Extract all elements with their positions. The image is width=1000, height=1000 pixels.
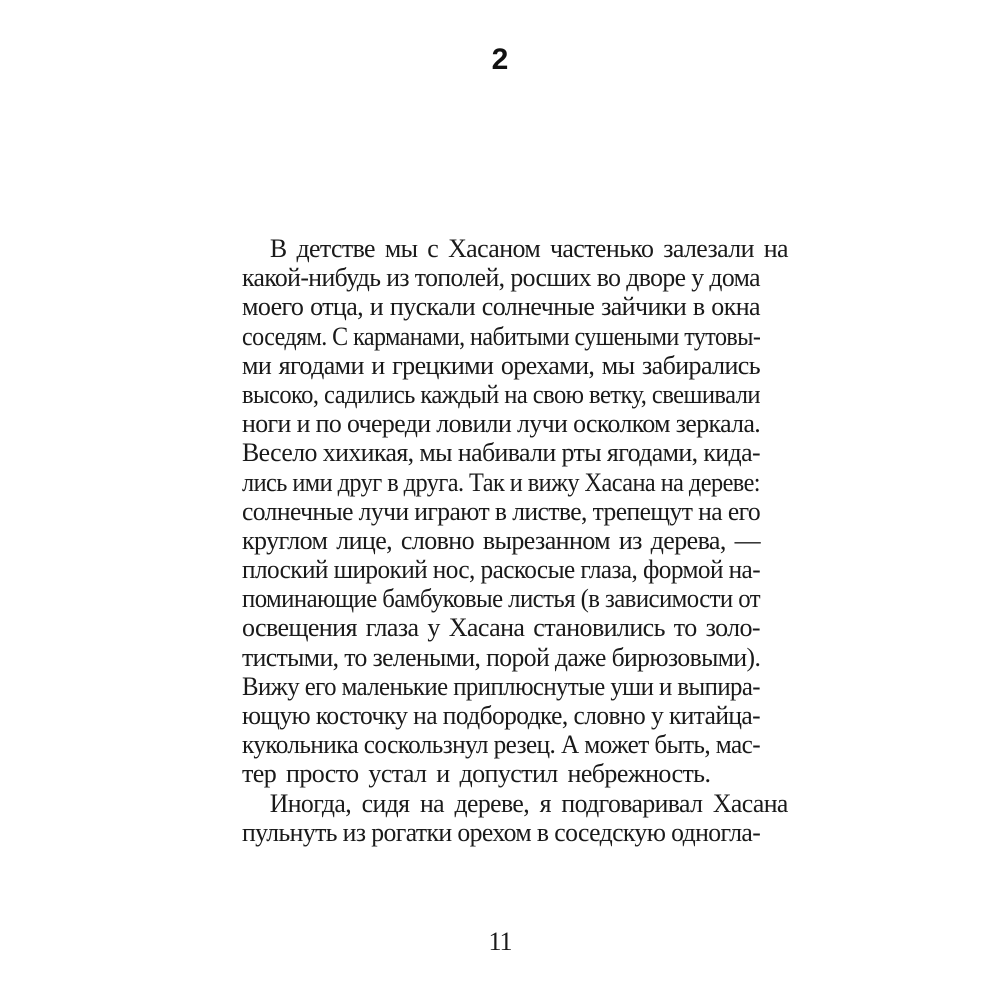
text-line: какой-нибудь из тополей, росших во дворе у дома bbox=[242, 263, 760, 293]
body-text bbox=[242, 234, 788, 847]
text-line: круглом лице, словно вырезанном из дерева, — bbox=[242, 525, 760, 555]
text-line: ющую косточку на подбородке, словно у китайца- bbox=[242, 701, 760, 730]
text-line: освещения глаза у Хасана становились то золо- bbox=[242, 613, 760, 643]
text-line: солнечные лучи играют в листве, трепещут на его bbox=[242, 496, 761, 526]
text-line: ноги и по очереди ловили лучи осколком зеркала. bbox=[242, 409, 761, 439]
text-line: тистыми, то зелеными, порой даже бирюзовыми). bbox=[242, 642, 761, 672]
text-line: высоко, садились каждый на свою ветку, свешивали bbox=[242, 379, 760, 409]
text-line: пульнуть из рогатки орехом в соседскую одногла- bbox=[242, 817, 761, 847]
text-line: плоский широкий нос, раскосые глаза, формой на- bbox=[242, 555, 761, 585]
text-line: ми ягодами и грецкими орехами, мы забирались bbox=[242, 350, 760, 380]
text-line: соседям. С карманами, набитыми сушеными тутовы- bbox=[242, 321, 761, 351]
text-line: тер просто устал и допустил небрежность. bbox=[242, 759, 711, 789]
text-line: кукольника соскользнул резец. А может быть, мас- bbox=[242, 730, 761, 760]
text-line: Вижу его маленькие приплюснутые уши и выпира- bbox=[242, 671, 760, 701]
text-line: Весело хихикая, мы набивали рты ягодами, кида- bbox=[242, 438, 760, 468]
text-line: Иногда, сидя на дереве, я подговаривал Хасана bbox=[269, 788, 788, 818]
text-line: поминающие бамбуковые листья (в зависимости от bbox=[242, 584, 761, 614]
chapter-number: 2 bbox=[491, 43, 509, 76]
text-line: лись ими друг в друга. Так и вижу Хасана на дереве: bbox=[242, 467, 760, 497]
text-line: моего отца, и пускали солнечные зайчики в окна bbox=[242, 292, 760, 322]
page-number: 11 bbox=[488, 927, 512, 956]
text-line: В детстве мы с Хасаном частенько залезали на bbox=[269, 234, 788, 263]
